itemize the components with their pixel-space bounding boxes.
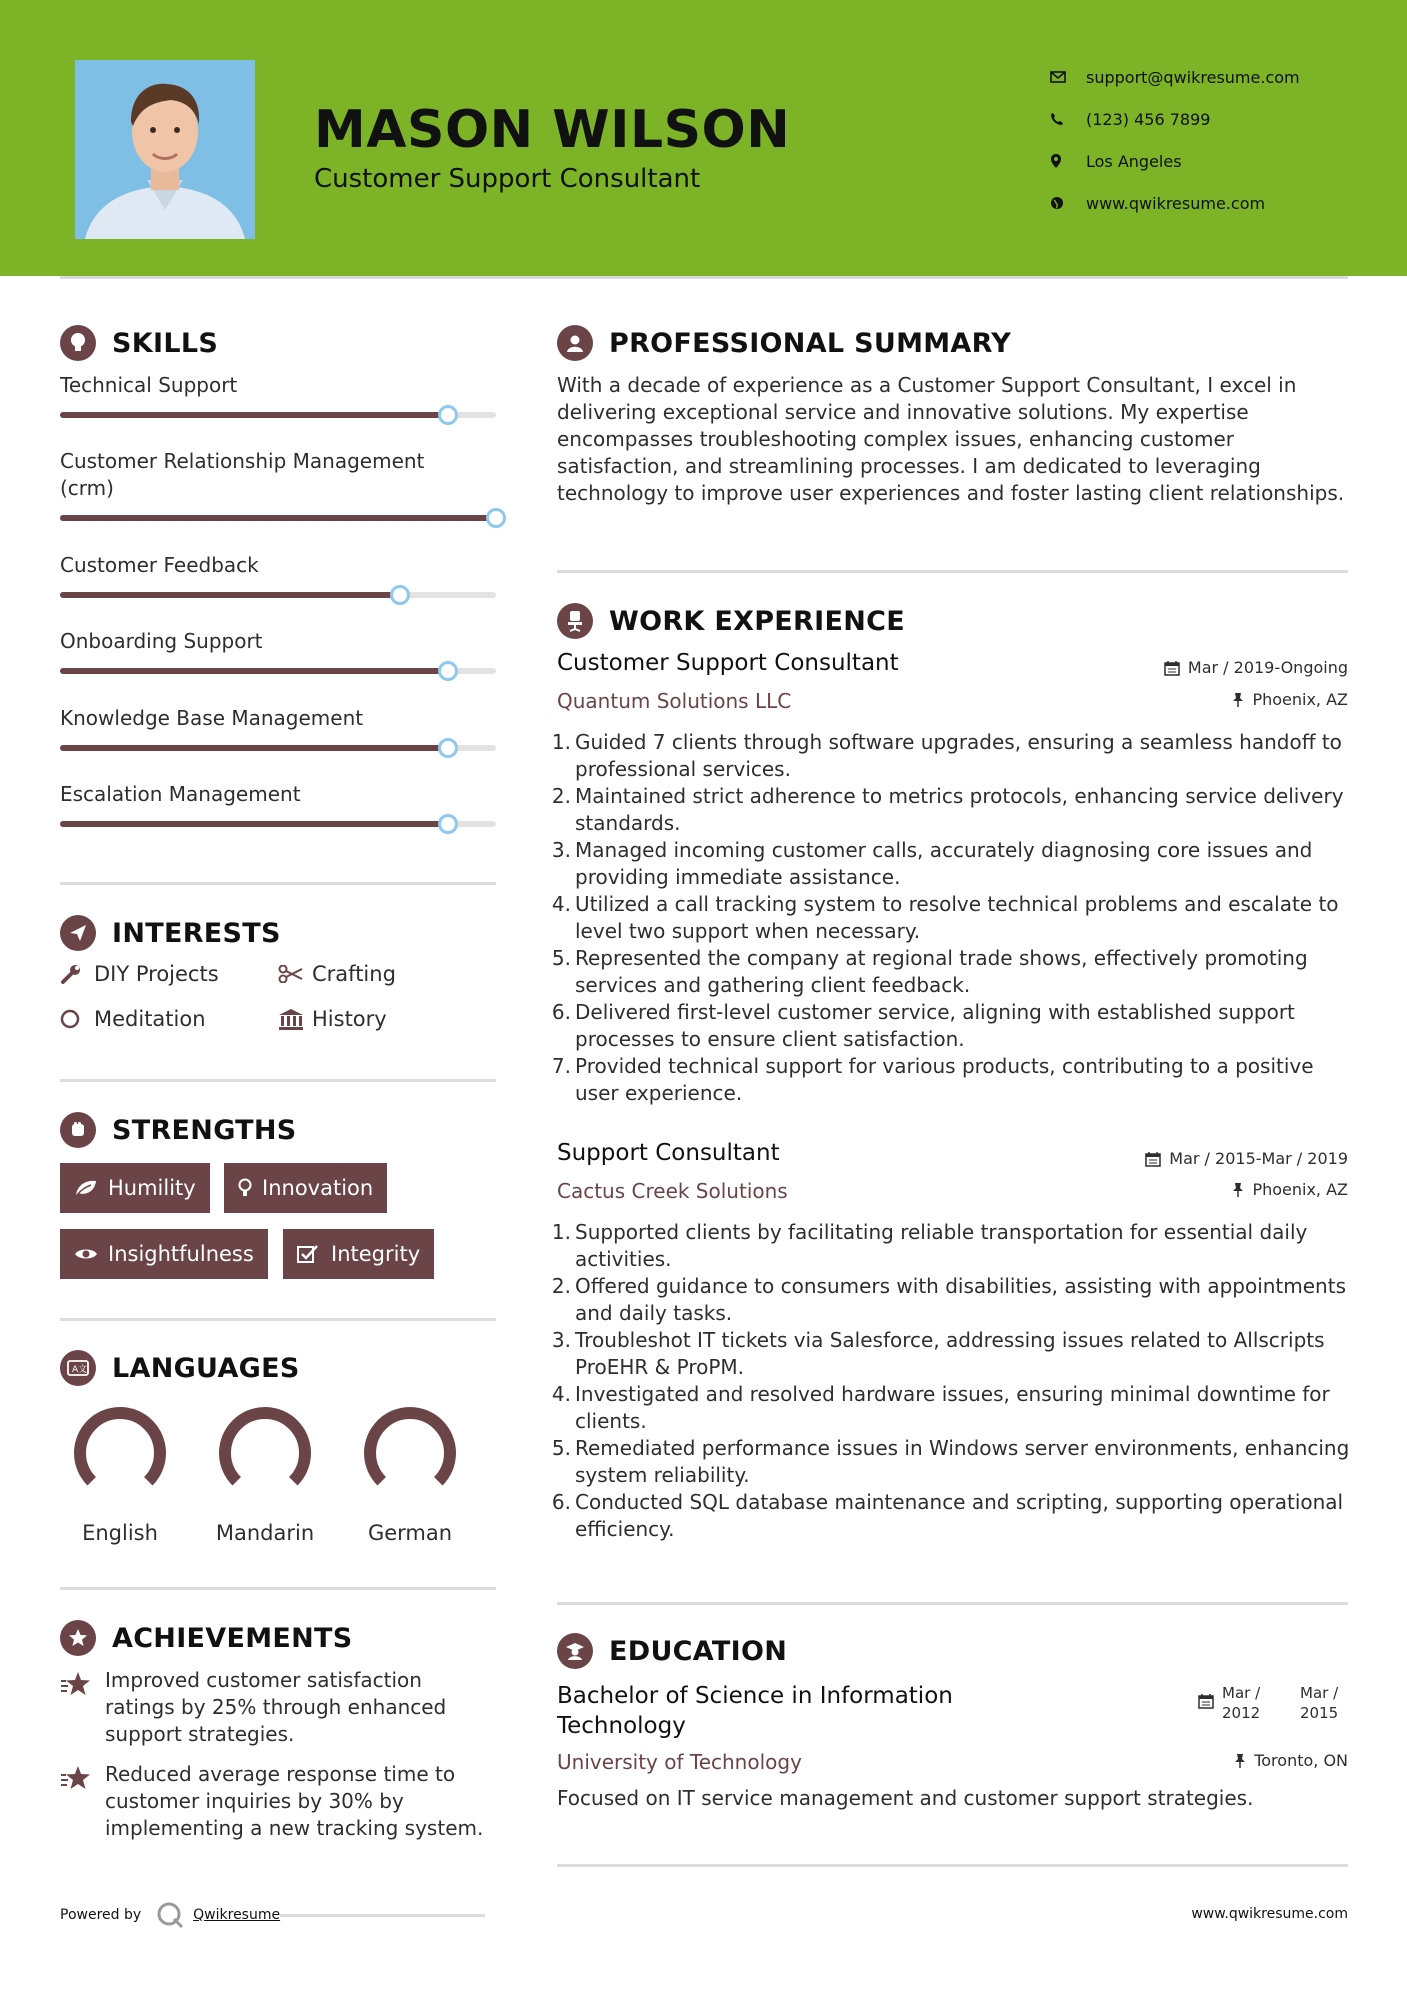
wrench-icon bbox=[60, 963, 94, 985]
job-dates-text: Mar / 2019-Ongoing bbox=[1187, 658, 1348, 677]
language-name: German bbox=[367, 1521, 453, 1545]
skill-bar-fill bbox=[60, 668, 448, 674]
languages-heading bbox=[60, 1350, 300, 1386]
interest-label: History bbox=[312, 1007, 387, 1031]
resume-header bbox=[0, 0, 1407, 276]
lightbulb-icon bbox=[60, 325, 96, 361]
education-location bbox=[1234, 1751, 1348, 1770]
skill-bar-knob bbox=[486, 508, 506, 528]
contact-website-text: www.qwikresume.com bbox=[1086, 193, 1266, 213]
job-dates bbox=[1145, 1149, 1348, 1168]
section-divider bbox=[60, 1318, 496, 1321]
job-bullet-text: Maintained strict adherence to metrics protocols, enhancing service delivery standards. bbox=[575, 784, 1344, 835]
header-divider bbox=[60, 276, 1348, 279]
footer-url[interactable]: www.qwikresume.com bbox=[1191, 1906, 1348, 1922]
leaf-icon bbox=[74, 1179, 108, 1197]
pushpin-icon bbox=[1234, 1753, 1246, 1769]
skill-name: Customer Relationship Management (crm) bbox=[60, 449, 425, 500]
skills-title: SKILLS bbox=[112, 327, 219, 359]
star-badge-icon bbox=[60, 1620, 96, 1656]
qwikresume-logo-icon bbox=[155, 1900, 185, 1930]
language-ring bbox=[70, 1403, 170, 1503]
lightbulb-icon bbox=[238, 1178, 262, 1198]
skill-bar-knob bbox=[438, 738, 458, 758]
job-bullet: 3. Managed incoming customer calls, accurately diagnosing core issues and providing immediate assistance. bbox=[551, 837, 1351, 891]
strength-label: Insightfulness bbox=[108, 1242, 254, 1266]
education-title: EDUCATION bbox=[609, 1635, 788, 1667]
job-location-text: Phoenix, AZ bbox=[1252, 1180, 1348, 1199]
job-bullet: 3. Troubleshot IT tickets via Salesforce, addressing issues related to Allscripts ProEHR & ProPM. bbox=[551, 1327, 1351, 1381]
section-divider bbox=[557, 1602, 1348, 1605]
strength-label: Humility bbox=[108, 1176, 196, 1200]
job-bullet: 5. Remediated performance issues in Windows server environments, enhancing system reliability. bbox=[551, 1436, 1350, 1487]
summary-title: PROFESSIONAL SUMMARY bbox=[609, 327, 1012, 359]
skill-name: Onboarding Support bbox=[60, 629, 263, 653]
strength-badge bbox=[60, 1163, 210, 1213]
skill-item bbox=[60, 448, 496, 521]
interest-item bbox=[278, 1007, 387, 1031]
job-bullet: 6. Delivered first-level customer service, aligning with established support processes to ensure client satisfaction. bbox=[551, 999, 1351, 1053]
skill-bar bbox=[60, 668, 496, 674]
footer-powered-by bbox=[60, 1900, 485, 1930]
section-divider bbox=[60, 1587, 496, 1590]
summary-heading bbox=[557, 325, 1011, 361]
calendar-icon bbox=[1145, 1151, 1161, 1167]
interest-item bbox=[278, 962, 396, 986]
education-start-date-line2: 2012 bbox=[1222, 1704, 1261, 1722]
language-ring bbox=[360, 1403, 460, 1503]
job-bullet-text: Offered guidance to consumers with disabilities, assisting with appointments and daily tasks. bbox=[575, 1274, 1346, 1325]
envelope-icon bbox=[1050, 71, 1086, 83]
skill-bar-knob bbox=[438, 814, 458, 834]
job-bullet-text: Guided 7 clients through software upgrades, ensuring a seamless handoff to professional services. bbox=[575, 730, 1342, 781]
calendar-icon bbox=[1198, 1683, 1214, 1709]
calendar-icon bbox=[1164, 660, 1180, 676]
contact-email-text: support@qwikresume.com bbox=[1086, 67, 1300, 87]
education-end-date-line1: Mar / bbox=[1300, 1684, 1339, 1702]
language-item bbox=[340, 1403, 480, 1545]
skill-bar-fill bbox=[60, 412, 448, 418]
pushpin-icon bbox=[1232, 692, 1244, 708]
job-title: Support Consultant bbox=[557, 1140, 780, 1166]
contact-location bbox=[1050, 140, 1300, 182]
skill-name: Escalation Management bbox=[60, 782, 301, 806]
skill-bar bbox=[60, 745, 496, 751]
job-bullet-text: Represented the company at regional trade shows, effectively promoting services and gathering client feedback. bbox=[575, 946, 1308, 997]
office-chair-icon bbox=[557, 603, 593, 639]
job-bullet: 4. Investigated and resolved hardware issues, ensuring minimal downtime for clients. bbox=[551, 1381, 1351, 1435]
education-heading bbox=[557, 1633, 787, 1669]
achievement-item bbox=[60, 1667, 490, 1748]
job-bullet: 1. Guided 7 clients through software upgrades, ensuring a seamless handoff to professional services. bbox=[551, 729, 1351, 783]
skill-name: Customer Feedback bbox=[60, 553, 259, 577]
job-bullet: 4. Utilized a call tracking system to resolve technical problems and escalate to level two support when necessary. bbox=[551, 891, 1351, 945]
job-location bbox=[1232, 690, 1348, 709]
contact-phone-text: (123) 456 7899 bbox=[1086, 109, 1211, 129]
interests-title: INTERESTS bbox=[112, 917, 281, 949]
skill-bar bbox=[60, 515, 496, 521]
company-name: Cactus Creek Solutions bbox=[557, 1179, 788, 1203]
skill-item bbox=[60, 628, 496, 674]
job-bullet: 1. Supported clients by facilitating reliable transportation for essential daily activities. bbox=[551, 1219, 1351, 1273]
section-divider bbox=[557, 570, 1348, 573]
pushpin-icon bbox=[1232, 1182, 1244, 1198]
languages-title: LANGUAGES bbox=[112, 1352, 300, 1384]
svg-text:A文: A文 bbox=[72, 1365, 88, 1375]
interest-item bbox=[60, 962, 219, 986]
footer-divider bbox=[280, 1914, 485, 1917]
job-bullet-text: Conducted SQL database maintenance and scripting, supporting operational efficiency. bbox=[575, 1490, 1344, 1541]
contact-location-text: Los Angeles bbox=[1086, 151, 1182, 171]
section-divider bbox=[60, 1079, 496, 1082]
skill-bar-fill bbox=[60, 821, 448, 827]
job-bullet-text: Investigated and resolved hardware issues, ensuring minimal downtime for clients. bbox=[575, 1382, 1330, 1433]
section-divider bbox=[557, 1864, 1348, 1867]
contact-phone[interactable] bbox=[1050, 98, 1300, 140]
summary-text: With a decade of experience as a Customer Support Consultant, I excel in delivering exceptional service and innovative solutions. My expertise encompasses troubleshooting complex issues, enhancing customer satisfaction, and streamlining processes. I am dedicated to leveraging technology to improve user experiences and foster lasting client relationships. bbox=[557, 373, 1345, 505]
education-description: Focused on IT service management and customer support strategies. bbox=[557, 1786, 1254, 1810]
strengths-title: STRENGTHS bbox=[112, 1114, 297, 1146]
achievement-text: Improved customer satisfaction ratings by 25% through enhanced support strategies. bbox=[105, 1668, 447, 1746]
skill-item bbox=[60, 781, 496, 827]
skill-name: Knowledge Base Management bbox=[60, 706, 364, 730]
paper-plane-icon bbox=[60, 915, 96, 951]
company-name: Quantum Solutions LLC bbox=[557, 689, 792, 713]
job-bullet: 7. Provided technical support for various products, contributing to a positive user experience. bbox=[551, 1053, 1351, 1107]
job-bullet-text: Provided technical support for various products, contributing to a positive user experience. bbox=[575, 1054, 1314, 1105]
skill-bar-fill bbox=[60, 515, 496, 521]
job-bullet-text: Utilized a call tracking system to resolve technical problems and escalate to level two support when necessary. bbox=[575, 892, 1339, 943]
qwikresume-brand-link[interactable]: Qwikresume bbox=[193, 1907, 281, 1923]
interest-label: DIY Projects bbox=[94, 962, 219, 986]
education-dates bbox=[1198, 1683, 1348, 1723]
skill-bar bbox=[60, 592, 496, 598]
achievement-text: Reduced average response time to customer inquiries by 30% by implementing a new tracking system. bbox=[105, 1762, 484, 1840]
contact-website[interactable] bbox=[1050, 182, 1300, 224]
strength-badge bbox=[283, 1229, 434, 1279]
job-bullet-text: Delivered first-level customer service, aligning with established support processes to ensure client satisfaction. bbox=[575, 1000, 1295, 1051]
language-icon bbox=[60, 1350, 96, 1386]
star-icon bbox=[60, 1667, 105, 1748]
circle-icon bbox=[60, 1009, 94, 1029]
contact-list bbox=[1050, 56, 1300, 224]
job-bullet-list bbox=[551, 1219, 1351, 1543]
check-square-icon bbox=[297, 1244, 331, 1264]
eye-icon bbox=[74, 1246, 108, 1262]
candidate-role: Customer Support Consultant bbox=[314, 164, 701, 194]
language-item bbox=[50, 1403, 190, 1545]
education-start-date bbox=[1222, 1683, 1300, 1723]
skill-bar bbox=[60, 412, 496, 418]
education-end-date-line2: 2015 bbox=[1300, 1704, 1339, 1722]
strength-label: Innovation bbox=[262, 1176, 374, 1200]
job-dates-text: Mar / 2015-Mar / 2019 bbox=[1169, 1149, 1348, 1168]
fist-icon bbox=[60, 1112, 96, 1148]
strength-label: Integrity bbox=[331, 1242, 421, 1266]
education-end-date bbox=[1300, 1683, 1348, 1723]
achievement-item bbox=[60, 1761, 490, 1842]
section-divider bbox=[60, 882, 496, 885]
language-name: Mandarin bbox=[215, 1521, 315, 1545]
education-start-date-line1: Mar / bbox=[1222, 1684, 1261, 1702]
job-bullet-text: Supported clients by facilitating reliable transportation for essential daily activities. bbox=[575, 1220, 1308, 1271]
strengths-heading bbox=[60, 1112, 297, 1148]
achievements-title: ACHIEVEMENTS bbox=[112, 1622, 353, 1654]
powered-by-text: Powered by bbox=[60, 1907, 142, 1923]
job-dates bbox=[1164, 658, 1348, 677]
globe-icon bbox=[1050, 196, 1086, 210]
skill-bar-knob bbox=[438, 661, 458, 681]
candidate-name: MASON WILSON bbox=[314, 100, 791, 160]
degree-title: Bachelor of Science in Information Technology bbox=[557, 1683, 953, 1739]
education-location-text: Toronto, ON bbox=[1254, 1751, 1348, 1770]
skill-item bbox=[60, 552, 496, 598]
achievements-heading bbox=[60, 1620, 353, 1656]
strength-badge bbox=[224, 1163, 387, 1213]
job-bullet-list bbox=[551, 729, 1351, 1107]
skill-item bbox=[60, 705, 496, 751]
job-bullet: 2. Maintained strict adherence to metrics protocols, enhancing service delivery standards. bbox=[551, 783, 1351, 837]
institution-icon bbox=[278, 1008, 312, 1030]
job-title: Customer Support Consultant bbox=[557, 650, 899, 676]
job-bullet-text: Troubleshot IT tickets via Salesforce, addressing issues related to Allscripts ProEHR & ProPM. bbox=[575, 1328, 1325, 1379]
job-bullet-text: Remediated performance issues in Windows server environments, enhancing system reliability. bbox=[575, 1436, 1350, 1487]
contact-email[interactable] bbox=[1050, 56, 1300, 98]
language-name: English bbox=[82, 1521, 158, 1545]
job-location bbox=[1232, 1180, 1348, 1199]
graduate-icon bbox=[557, 1633, 593, 1669]
interest-label: Meditation bbox=[94, 1007, 206, 1031]
phone-icon bbox=[1050, 112, 1086, 126]
skill-item bbox=[60, 372, 496, 418]
language-ring bbox=[215, 1403, 315, 1503]
job-bullet: 5. Represented the company at regional trade shows, effectively promoting services and gathering client feedback. bbox=[551, 945, 1351, 999]
job-bullet-text: Managed incoming customer calls, accurately diagnosing core issues and providing immediate assistance. bbox=[575, 838, 1313, 889]
map-pin-icon bbox=[1050, 153, 1086, 169]
job-location-text: Phoenix, AZ bbox=[1252, 690, 1348, 709]
skill-bar-fill bbox=[60, 592, 400, 598]
job-bullet: 6. Conducted SQL database maintenance and scripting, supporting operational efficiency. bbox=[551, 1489, 1351, 1543]
skill-bar-fill bbox=[60, 745, 448, 751]
skill-bar bbox=[60, 821, 496, 827]
experience-title: WORK EXPERIENCE bbox=[609, 605, 905, 637]
interest-label: Crafting bbox=[312, 962, 396, 986]
skill-bar-knob bbox=[438, 405, 458, 425]
star-icon bbox=[60, 1761, 105, 1842]
skill-bar-knob bbox=[390, 585, 410, 605]
language-item bbox=[195, 1403, 335, 1545]
profile-photo bbox=[75, 60, 255, 239]
skills-heading bbox=[60, 325, 218, 361]
experience-heading bbox=[557, 603, 905, 639]
interest-item bbox=[60, 1007, 206, 1031]
skill-name: Technical Support bbox=[60, 373, 238, 397]
interests-heading bbox=[60, 915, 281, 951]
job-bullet: 2. Offered guidance to consumers with disabilities, assisting with appointments and daily tasks. bbox=[551, 1273, 1351, 1327]
strength-badge bbox=[60, 1229, 268, 1279]
user-icon bbox=[557, 325, 593, 361]
scissors-icon bbox=[278, 965, 312, 983]
school-name: University of Technology bbox=[557, 1750, 802, 1774]
